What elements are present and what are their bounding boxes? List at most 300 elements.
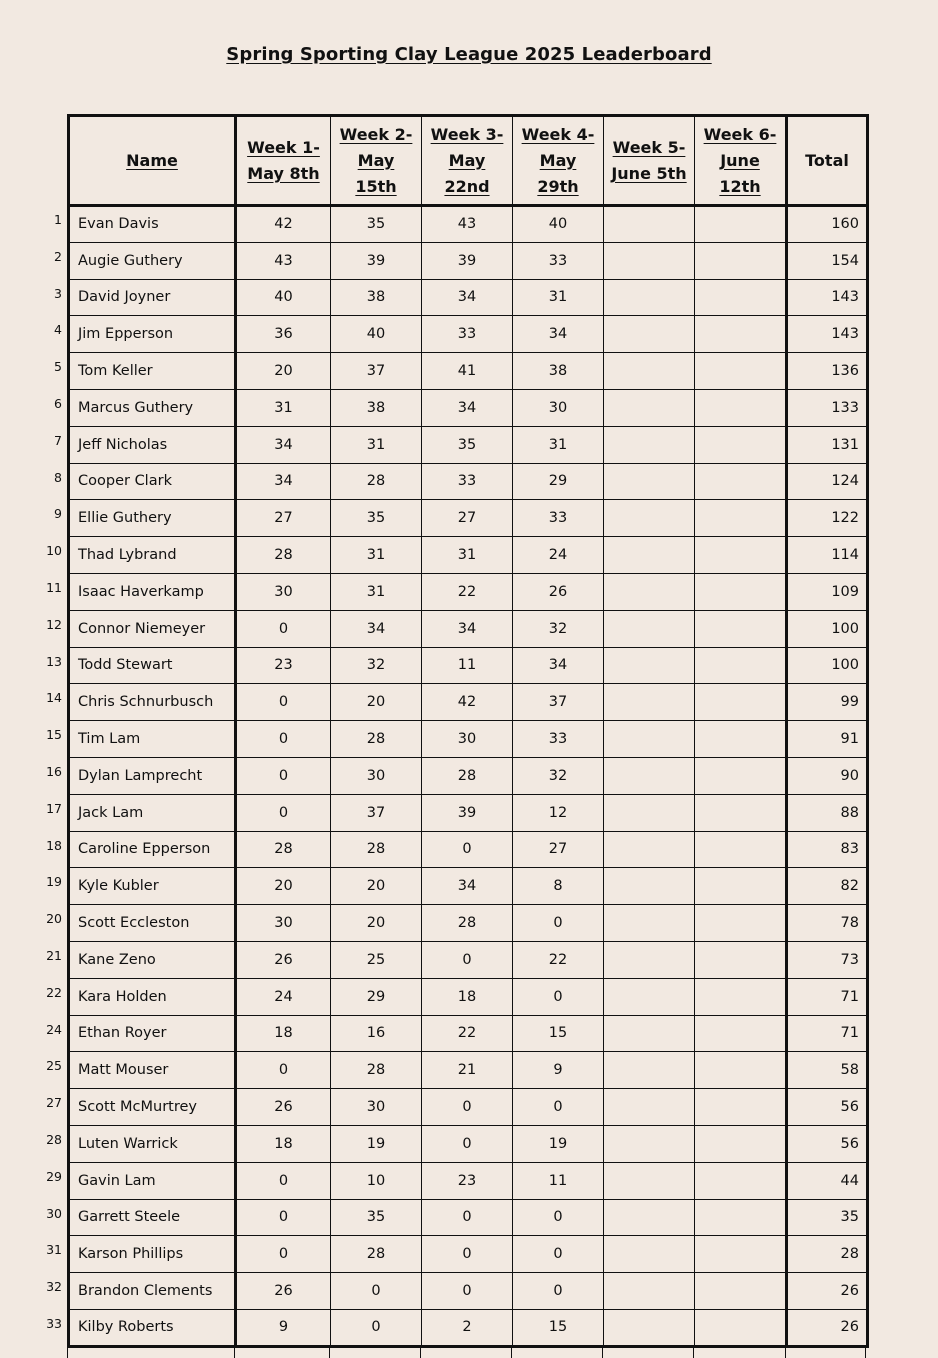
score-week3: 22	[422, 573, 513, 610]
score-week1: 0	[236, 757, 331, 794]
table-row	[69, 610, 868, 647]
player-name: Isaac Haverkamp	[69, 573, 236, 610]
column-header-line: May	[448, 150, 486, 170]
score-week3: 34	[422, 868, 513, 905]
score-week5	[604, 573, 695, 610]
table-row	[69, 684, 868, 721]
column-header-week3	[422, 116, 513, 206]
player-name: Marcus Guthery	[69, 389, 236, 426]
score-week1: 9	[236, 1309, 331, 1346]
score-week4: 19	[513, 1125, 604, 1162]
score-week4: 40	[513, 206, 604, 243]
score-week2: 37	[331, 353, 422, 390]
column-header-week2	[331, 116, 422, 206]
table-row	[69, 353, 868, 390]
rank-number: 17	[46, 800, 62, 816]
score-week5	[604, 1309, 695, 1346]
score-week5	[604, 647, 695, 684]
rank-number: 16	[46, 763, 62, 779]
score-week4: 33	[513, 242, 604, 279]
rank-number: 18	[46, 837, 62, 853]
score-week3: 0	[422, 1236, 513, 1273]
column-header-line: 29th	[537, 176, 579, 196]
score-week6	[695, 500, 787, 537]
score-week3: 34	[422, 389, 513, 426]
rank-number: 20	[46, 911, 62, 927]
score-total: 90	[787, 757, 868, 794]
score-week1: 18	[236, 1015, 331, 1052]
score-week2: 28	[331, 721, 422, 758]
score-week4: 34	[513, 647, 604, 684]
column-header-line: Week 2-	[339, 124, 413, 144]
player-name: Kane Zeno	[69, 941, 236, 978]
score-week3: 43	[422, 206, 513, 243]
score-week4: 22	[513, 941, 604, 978]
score-week6	[695, 1125, 787, 1162]
score-week2: 31	[331, 573, 422, 610]
column-header-line: June	[720, 150, 760, 170]
score-week5	[604, 426, 695, 463]
score-week5	[604, 316, 695, 353]
score-week2: 25	[331, 941, 422, 978]
rank-number: 8	[54, 469, 62, 485]
player-name: Tim Lam	[69, 721, 236, 758]
score-week4: 30	[513, 389, 604, 426]
score-week6	[695, 684, 787, 721]
player-name: Tom Keller	[69, 353, 236, 390]
score-week4: 29	[513, 463, 604, 500]
score-week6	[695, 647, 787, 684]
score-week4: 8	[513, 868, 604, 905]
score-week5	[604, 684, 695, 721]
player-name: Augie Guthery	[69, 242, 236, 279]
score-total: 160	[787, 206, 868, 243]
score-week5	[604, 905, 695, 942]
column-header-line: Week 3-	[430, 124, 504, 144]
column-header-line: 22nd	[444, 176, 490, 196]
player-name: Luten Warrick	[69, 1125, 236, 1162]
column-header-line: Week 5-	[612, 137, 686, 157]
table-row	[69, 1273, 868, 1310]
score-total: 131	[787, 426, 868, 463]
score-week6	[695, 794, 787, 831]
table-row	[69, 1236, 868, 1273]
score-week4: 32	[513, 757, 604, 794]
column-header-line: May	[357, 150, 395, 170]
score-week5	[604, 831, 695, 868]
score-week2: 35	[331, 206, 422, 243]
score-week4: 31	[513, 426, 604, 463]
score-week5	[604, 1125, 695, 1162]
score-week6	[695, 353, 787, 390]
score-week6	[695, 757, 787, 794]
score-week3: 27	[422, 500, 513, 537]
score-week4: 0	[513, 1236, 604, 1273]
score-week6	[695, 978, 787, 1015]
rank-number: 15	[46, 727, 62, 743]
score-total: 73	[787, 941, 868, 978]
score-week1: 31	[236, 389, 331, 426]
score-week1: 42	[236, 206, 331, 243]
score-week3: 42	[422, 684, 513, 721]
score-week2: 37	[331, 794, 422, 831]
score-week5	[604, 537, 695, 574]
player-name: Kara Holden	[69, 978, 236, 1015]
column-header-total: Total	[787, 116, 868, 206]
score-week3: 0	[422, 1089, 513, 1126]
score-week4: 26	[513, 573, 604, 610]
column-header-line: 12th	[719, 176, 761, 196]
table-row	[69, 1015, 868, 1052]
rank-number: 4	[54, 322, 62, 338]
score-week3: 11	[422, 647, 513, 684]
score-week6	[695, 463, 787, 500]
score-week1: 18	[236, 1125, 331, 1162]
score-week4: 0	[513, 1199, 604, 1236]
score-week5	[604, 242, 695, 279]
score-week4: 37	[513, 684, 604, 721]
score-total: 78	[787, 905, 868, 942]
score-week1: 20	[236, 868, 331, 905]
score-week1: 0	[236, 1162, 331, 1199]
score-week4: 34	[513, 316, 604, 353]
score-total: 26	[787, 1273, 868, 1310]
table-row	[69, 242, 868, 279]
score-week2: 39	[331, 242, 422, 279]
column-header-line: Week 1-	[247, 137, 320, 157]
score-week2: 0	[331, 1273, 422, 1310]
score-week3: 0	[422, 831, 513, 868]
score-week3: 0	[422, 1125, 513, 1162]
score-week5	[604, 279, 695, 316]
column-header-week5	[604, 116, 695, 206]
score-week5	[604, 1015, 695, 1052]
score-week1: 34	[236, 463, 331, 500]
table-row	[69, 1199, 868, 1236]
score-week2: 16	[331, 1015, 422, 1052]
score-week1: 26	[236, 941, 331, 978]
score-week3: 39	[422, 794, 513, 831]
score-week5	[604, 794, 695, 831]
score-week4: 11	[513, 1162, 604, 1199]
score-week5	[604, 1089, 695, 1126]
score-week2: 20	[331, 868, 422, 905]
score-week2: 0	[331, 1309, 422, 1346]
score-week6	[695, 1015, 787, 1052]
column-header-line: Week 4-	[521, 124, 595, 144]
rank-number: 14	[46, 690, 62, 706]
score-total: 71	[787, 978, 868, 1015]
score-week4: 31	[513, 279, 604, 316]
score-week2: 35	[331, 1199, 422, 1236]
score-week2: 40	[331, 316, 422, 353]
rank-number: 3	[54, 285, 62, 301]
score-week3: 34	[422, 610, 513, 647]
score-week6	[695, 573, 787, 610]
score-week5	[604, 757, 695, 794]
score-week1: 0	[236, 721, 331, 758]
score-week4: 24	[513, 537, 604, 574]
score-total: 154	[787, 242, 868, 279]
score-total: 100	[787, 610, 868, 647]
table-row	[69, 868, 868, 905]
score-total: 143	[787, 316, 868, 353]
score-total: 99	[787, 684, 868, 721]
score-week4: 38	[513, 353, 604, 390]
score-week6	[695, 389, 787, 426]
player-name: Brandon Clements	[69, 1273, 236, 1310]
score-total: 122	[787, 500, 868, 537]
score-week3: 28	[422, 757, 513, 794]
score-week5	[604, 500, 695, 537]
score-week6	[695, 1052, 787, 1089]
score-week1: 0	[236, 1052, 331, 1089]
table-row	[69, 1162, 868, 1199]
score-total: 100	[787, 647, 868, 684]
score-week2: 38	[331, 389, 422, 426]
score-week6	[695, 1309, 787, 1346]
rank-number: 27	[46, 1095, 62, 1111]
player-name: Matt Mouser	[69, 1052, 236, 1089]
leaderboard-table	[67, 114, 869, 1348]
score-total: 82	[787, 868, 868, 905]
rank-number: 19	[46, 874, 62, 890]
score-week2: 30	[331, 757, 422, 794]
score-week1: 34	[236, 426, 331, 463]
score-week1: 26	[236, 1089, 331, 1126]
rank-number: 29	[46, 1168, 62, 1184]
score-week5	[604, 941, 695, 978]
player-name: Kyle Kubler	[69, 868, 236, 905]
column-header-week1	[236, 116, 331, 206]
player-name: Todd Stewart	[69, 647, 236, 684]
player-name: Dylan Lamprecht	[69, 757, 236, 794]
table-row	[69, 389, 868, 426]
score-week6	[695, 721, 787, 758]
score-week4: 0	[513, 1089, 604, 1126]
player-name: Chris Schnurbusch	[69, 684, 236, 721]
column-header-line: May	[539, 150, 577, 170]
player-name: Kilby Roberts	[69, 1309, 236, 1346]
score-week5	[604, 978, 695, 1015]
score-week4: 0	[513, 1273, 604, 1310]
score-week5	[604, 1162, 695, 1199]
score-week5	[604, 1236, 695, 1273]
player-name: Jack Lam	[69, 794, 236, 831]
score-week4: 15	[513, 1309, 604, 1346]
score-week4: 33	[513, 721, 604, 758]
score-week3: 31	[422, 537, 513, 574]
rank-number: 1	[54, 212, 62, 227]
rank-number: 28	[46, 1131, 62, 1147]
column-header-week4	[513, 116, 604, 206]
score-week1: 24	[236, 978, 331, 1015]
table-continuation	[67, 1346, 866, 1358]
score-total: 124	[787, 463, 868, 500]
score-total: 83	[787, 831, 868, 868]
player-name: Thad Lybrand	[69, 537, 236, 574]
table-row	[69, 978, 868, 1015]
player-name: Evan Davis	[69, 206, 236, 243]
score-week5	[604, 1199, 695, 1236]
score-week3: 30	[422, 721, 513, 758]
table-row	[69, 316, 868, 353]
score-week3: 33	[422, 463, 513, 500]
score-week3: 0	[422, 941, 513, 978]
player-name: Scott Eccleston	[69, 905, 236, 942]
score-week3: 22	[422, 1015, 513, 1052]
rank-number: 33	[46, 1315, 62, 1331]
score-week1: 0	[236, 794, 331, 831]
rank-number: 5	[54, 359, 62, 375]
score-week6	[695, 426, 787, 463]
score-week2: 19	[331, 1125, 422, 1162]
score-week1: 20	[236, 353, 331, 390]
table-row	[69, 206, 868, 243]
score-week2: 38	[331, 279, 422, 316]
score-week6	[695, 905, 787, 942]
score-week5	[604, 1052, 695, 1089]
table-row	[69, 1089, 868, 1126]
rank-number: 24	[46, 1021, 62, 1037]
score-week6	[695, 242, 787, 279]
score-week6	[695, 206, 787, 243]
score-week1: 28	[236, 537, 331, 574]
rank-number: 22	[46, 984, 62, 1000]
score-week1: 27	[236, 500, 331, 537]
table-row	[69, 1125, 868, 1162]
player-name: Cooper Clark	[69, 463, 236, 500]
score-week2: 32	[331, 647, 422, 684]
player-name: Jeff Nicholas	[69, 426, 236, 463]
score-total: 56	[787, 1125, 868, 1162]
score-week2: 10	[331, 1162, 422, 1199]
rank-number: 13	[46, 653, 62, 669]
score-week3: 41	[422, 353, 513, 390]
table-row	[69, 537, 868, 574]
score-week3: 18	[422, 978, 513, 1015]
score-week6	[695, 868, 787, 905]
score-week5	[604, 353, 695, 390]
score-total: 136	[787, 353, 868, 390]
score-week3: 0	[422, 1273, 513, 1310]
column-header-week6	[695, 116, 787, 206]
score-total: 26	[787, 1309, 868, 1346]
table-row	[69, 721, 868, 758]
player-name: Ellie Guthery	[69, 500, 236, 537]
score-total: 71	[787, 1015, 868, 1052]
score-week3: 21	[422, 1052, 513, 1089]
score-week6	[695, 537, 787, 574]
score-week6	[695, 1199, 787, 1236]
table-row	[69, 647, 868, 684]
rank-number: 2	[54, 248, 62, 264]
score-total: 143	[787, 279, 868, 316]
player-name: Scott McMurtrey	[69, 1089, 236, 1126]
table-row	[69, 1309, 868, 1346]
rank-number: 30	[46, 1205, 62, 1221]
player-name: Caroline Epperson	[69, 831, 236, 868]
score-total: 35	[787, 1199, 868, 1236]
score-week5	[604, 389, 695, 426]
score-total: 58	[787, 1052, 868, 1089]
score-week5	[604, 610, 695, 647]
score-week3: 2	[422, 1309, 513, 1346]
score-week6	[695, 610, 787, 647]
score-week1: 0	[236, 610, 331, 647]
table-row	[69, 573, 868, 610]
rank-number: 32	[46, 1279, 62, 1295]
score-week3: 23	[422, 1162, 513, 1199]
score-week6	[695, 831, 787, 868]
player-name: Gavin Lam	[69, 1162, 236, 1199]
score-week2: 35	[331, 500, 422, 537]
score-total: 56	[787, 1089, 868, 1126]
score-week6	[695, 1273, 787, 1310]
column-header-name: Name	[69, 116, 236, 206]
table-row	[69, 426, 868, 463]
score-week2: 28	[331, 831, 422, 868]
column-header-line: Week 6-	[703, 124, 777, 144]
score-week5	[604, 868, 695, 905]
score-week5	[604, 1273, 695, 1310]
score-week2: 30	[331, 1089, 422, 1126]
score-week2: 31	[331, 537, 422, 574]
score-week6	[695, 941, 787, 978]
table-row	[69, 279, 868, 316]
player-name: Ethan Royer	[69, 1015, 236, 1052]
score-week4: 15	[513, 1015, 604, 1052]
player-name: David Joyner	[69, 279, 236, 316]
column-header-line: May 8th	[247, 163, 320, 183]
score-week6	[695, 316, 787, 353]
score-week1: 26	[236, 1273, 331, 1310]
score-week1: 28	[236, 831, 331, 868]
rank-number: 12	[46, 616, 62, 632]
score-week4: 12	[513, 794, 604, 831]
table-row	[69, 794, 868, 831]
score-week4: 33	[513, 500, 604, 537]
score-total: 44	[787, 1162, 868, 1199]
page-title: Spring Sporting Clay League 2025 Leaderboard	[226, 44, 712, 65]
rank-number: 31	[46, 1242, 62, 1258]
score-total: 28	[787, 1236, 868, 1273]
score-week1: 30	[236, 573, 331, 610]
rank-number: 25	[46, 1058, 62, 1074]
score-week2: 29	[331, 978, 422, 1015]
score-week6	[695, 1236, 787, 1273]
score-week1: 0	[236, 1199, 331, 1236]
score-week3: 34	[422, 279, 513, 316]
score-total: 133	[787, 389, 868, 426]
column-header-line: June 5th	[611, 163, 687, 183]
player-name: Garrett Steele	[69, 1199, 236, 1236]
score-week6	[695, 1162, 787, 1199]
score-week4: 32	[513, 610, 604, 647]
table-row	[69, 500, 868, 537]
score-week5	[604, 721, 695, 758]
score-week4: 27	[513, 831, 604, 868]
score-week3: 33	[422, 316, 513, 353]
header-row	[69, 116, 868, 206]
score-week2: 28	[331, 1236, 422, 1273]
rank-number: 21	[46, 947, 62, 963]
score-week4: 0	[513, 978, 604, 1015]
score-week1: 0	[236, 1236, 331, 1273]
rank-number: 9	[54, 506, 62, 522]
score-week5	[604, 206, 695, 243]
rank-number: 7	[54, 432, 62, 448]
